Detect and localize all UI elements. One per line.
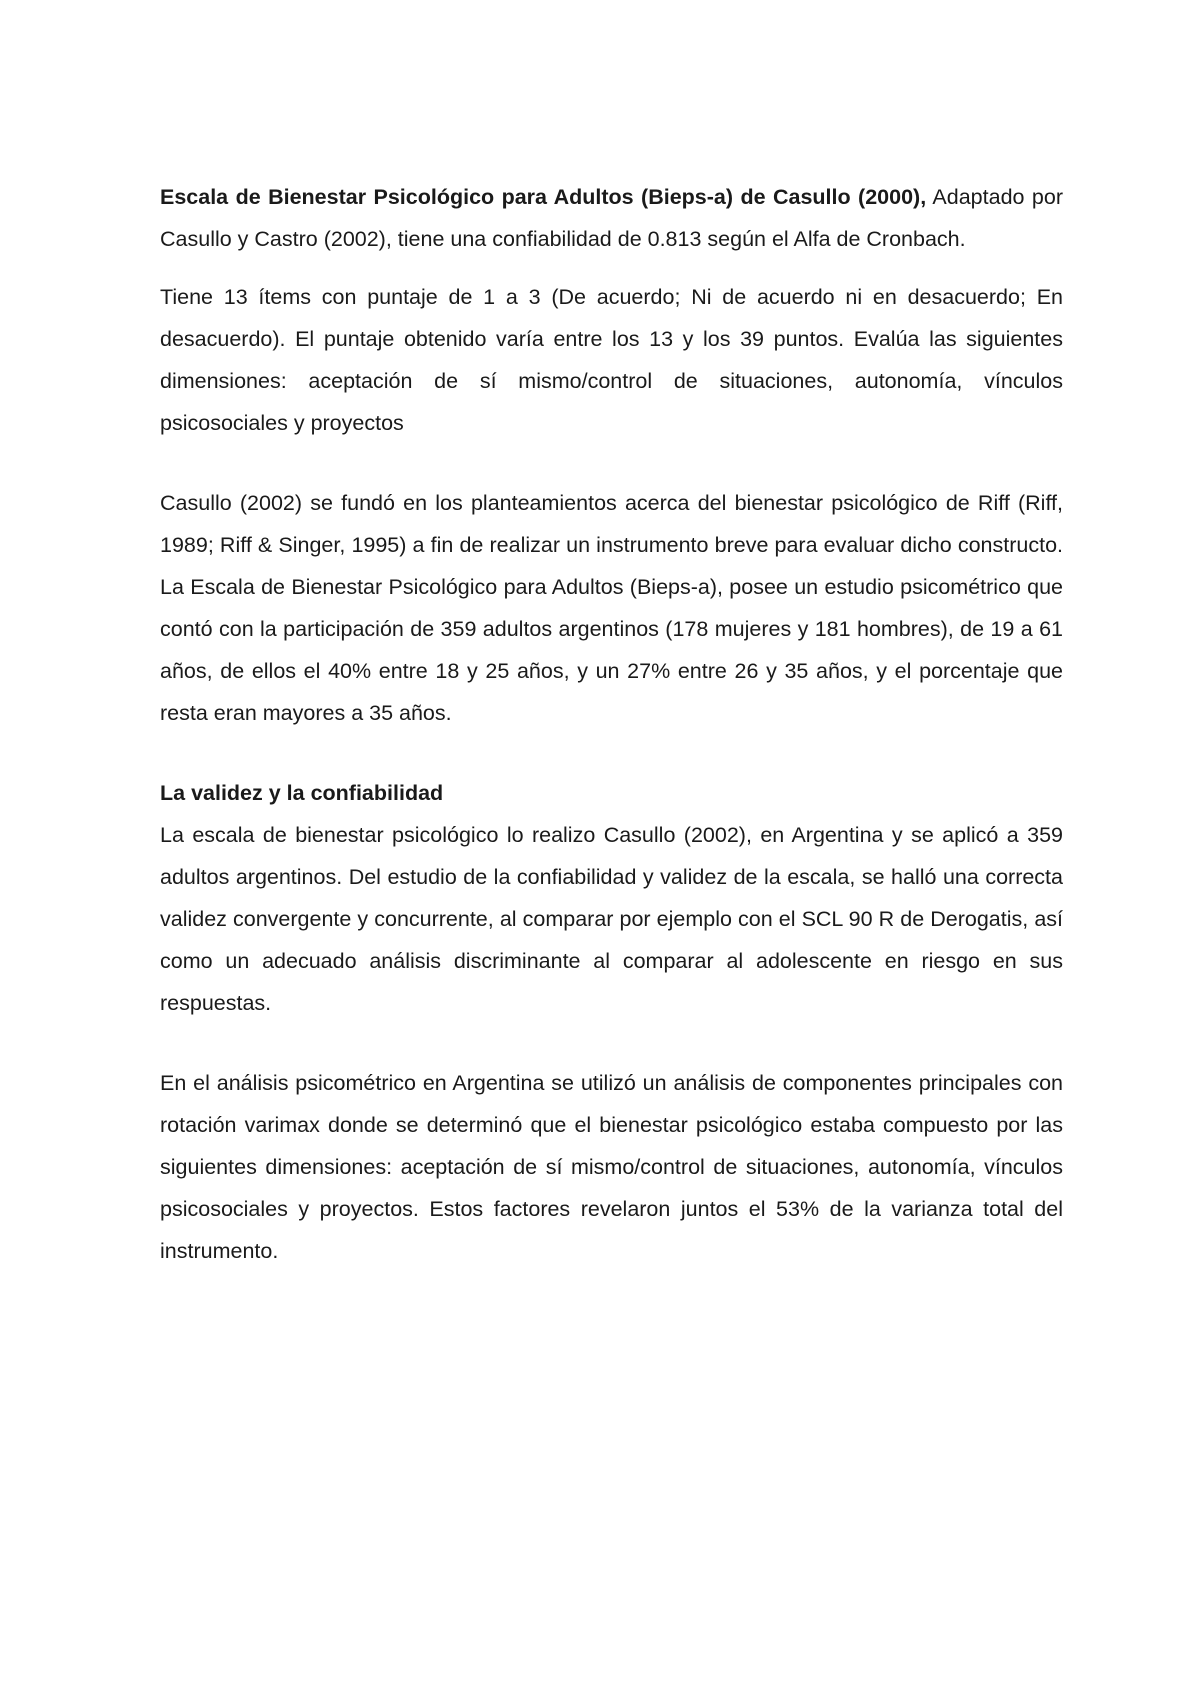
paragraph-intro	[160, 176, 1063, 260]
intro-bold-title: Escala de Bienestar Psicológico para Adultos (Bieps-a) de Casullo (2000),	[160, 185, 927, 209]
paragraph-casullo: Casullo (2002) se fundó en los planteamientos acerca del bienestar psicológico de Riff (Riff, 1989; Riff & Singer, 1995) a fin de realizar un instrumento breve para evaluar dicho constructo. La Escala de Bienestar Psicológico para Adultos (Bieps-a), posee un estudio psicométrico que contó con la participación de 359 adultos argentinos (178 mujeres y 181 hombres), de 19 a 61 años, de ellos el 40% entre 18 y 25 años, y un 27% entre 26 y 35 años, y el porcentaje que resta eran mayores a 35 años.	[160, 491, 1063, 725]
section-heading: La validez y la confiabilidad	[160, 781, 444, 805]
paragraph-analysis: En el análisis psicométrico en Argentina se utilizó un análisis de componentes principales con rotación varimax donde se determinó que el bienestar psicológico estaba compuesto por las siguientes dimensiones: aceptación de sí mismo/control de situaciones, autonomía, vínculos psicosociales y proyectos. Estos factores revelaron juntos el 53% de la varianza total del instrumento.	[160, 1071, 1063, 1263]
spacer	[160, 260, 1063, 276]
paragraph-validity: La escala de bienestar psicológico lo realizo Casullo (2002), en Argentina y se aplicó a 359 adultos argentinos. Del estudio de la confiabilidad y validez de la escala, se halló una correcta validez convergente y concurrente, al comparar por ejemplo con el SCL 90 R de Derogatis, así como un adecuado análisis discriminante al comparar al adolescente en riesgo en sus respuestas.	[160, 823, 1063, 1015]
spacer	[160, 734, 1063, 772]
paragraph-items: Tiene 13 ítems con puntaje de 1 a 3 (De acuerdo; Ni de acuerdo ni en desacuerdo; En desacuerdo). El puntaje obtenido varía entre los 13 y los 39 puntos. Evalúa las siguientes dimensiones: aceptación de sí mismo/control de situaciones, autonomía, vínculos psicosociales y proyectos	[160, 285, 1063, 435]
document-page	[160, 176, 1063, 1272]
intro-text: Adaptado por Casullo y Castro (2002), tiene una confiabilidad de 0.813 según el Alfa de Cronbach.	[160, 185, 1063, 251]
spacer	[160, 444, 1063, 482]
spacer	[160, 1024, 1063, 1062]
